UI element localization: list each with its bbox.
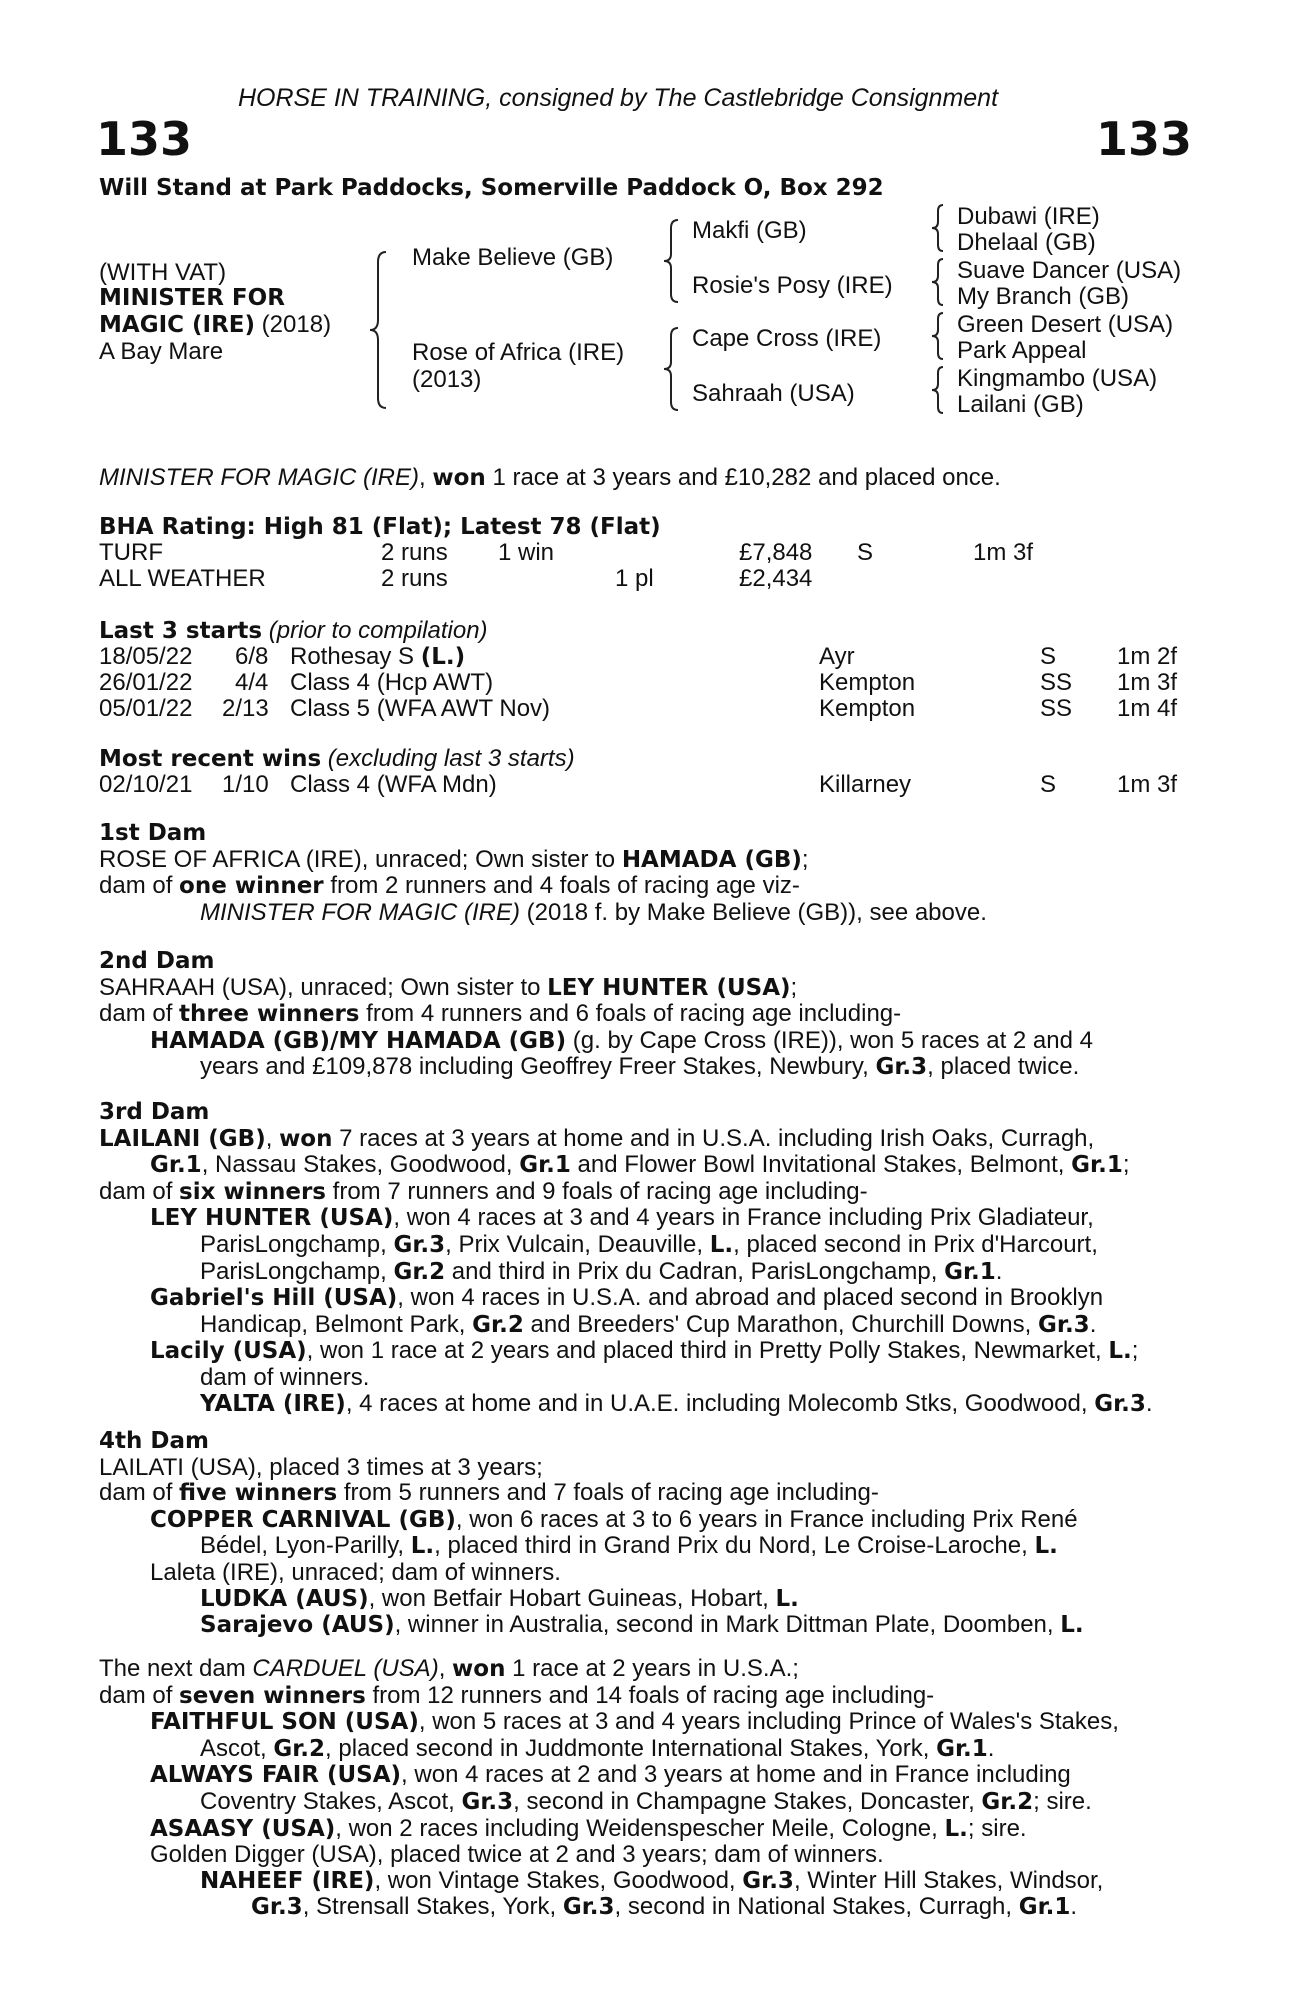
pedigree-brace-main — [368, 250, 392, 410]
sss-name: Dubawi (IRE) — [957, 203, 1100, 230]
page-header-title: HORSE IN TRAINING, consigned by The Castlebridge Consignment — [238, 84, 999, 112]
last-starts-note: (prior to compilation) — [262, 617, 488, 644]
sds-name: Suave Dancer (USA) — [957, 257, 1182, 284]
start-race: Class 5 (WFA AWT Nov) — [290, 695, 551, 722]
next-dam-line: NAHEEF (IRE), won Vintage Stakes, Goodwood, Gr.3, Winter Hill Stakes, Windsor, — [200, 1866, 1104, 1894]
fourth-dam-heading: 4th Dam — [99, 1428, 209, 1454]
fourth-dam-line: COPPER CARNIVAL (GB), won 6 races at 3 to 6 years in France including Prix René — [150, 1505, 1078, 1533]
bha-rating-heading: BHA Rating: High 81 (Flat); Latest 78 (Flat) — [99, 514, 661, 540]
start-distance: 1m 4f — [1117, 695, 1178, 722]
third-dam-section — [99, 1100, 1153, 1417]
start-course: Kempton — [819, 669, 916, 696]
rating-prize: £2,434 — [739, 565, 813, 592]
summary-won: won — [432, 465, 486, 491]
recent-wins-note: (excluding last 3 starts) — [321, 745, 575, 772]
fourth-dam-line: dam of five winners from 5 runners and 7 foals of racing age including- — [99, 1479, 879, 1507]
last-starts-heading: Last 3 starts — [99, 618, 263, 644]
third-dam-line: LEY HUNTER (USA), won 4 races at 3 and 4 years in France including Prix Gladiateur, — [150, 1204, 1094, 1232]
next-dam-line: ALWAYS FAIR (USA), won 4 races at 2 and 3 years at home and in France including — [150, 1761, 1071, 1789]
third-dam-line: ParisLongchamp, Gr.3, Prix Vulcain, Deauville, L., placed second in Prix d'Harcourt, — [200, 1230, 1098, 1258]
horse-name-line2: MAGIC (IRE) — [99, 312, 256, 338]
third-dam-heading: 3rd Dam — [99, 1099, 210, 1125]
lot-number-right: 133 — [1096, 112, 1193, 166]
fourth-dam-line: LUDKA (AUS), won Betfair Hobart Guineas, Hobart, L. — [200, 1584, 799, 1612]
start-course: Ayr — [819, 643, 855, 670]
third-dam-line: ParisLongchamp, Gr.2 and third in Prix du Cadran, ParisLongchamp, Gr.1. — [200, 1257, 1003, 1285]
horse-name-line1: MINISTER FOR — [99, 285, 285, 311]
first-dam-line: MINISTER FOR MAGIC (IRE) (2018 f. by Make Believe (GB)), see above. — [200, 898, 987, 926]
last-starts-heading-row — [99, 617, 488, 645]
next-dam-line: dam of seven winners from 12 runners and 14 foals of racing age including- — [99, 1681, 935, 1709]
win-course: Killarney — [819, 771, 912, 798]
sire-sire-name: Makfi (GB) — [692, 217, 807, 244]
second-dam-section — [99, 949, 1093, 1081]
rating-wins: 1 win — [498, 539, 555, 566]
start-distance: 1m 2f — [1117, 643, 1178, 670]
race-summary: MINISTER FOR MAGIC (IRE), won 1 race at 3 years and £10,282 and placed once. — [99, 464, 1001, 491]
stabling-location: Will Stand at Park Paddocks, Somerville Paddock O, Box 292 — [99, 175, 884, 201]
fourth-dam-line: Sarajevo (AUS), winner in Australia, second in Mark Dittman Plate, Doomben, L. — [200, 1611, 1084, 1639]
pedigree-brace-3a — [930, 203, 946, 253]
rating-distance: 1m 3f — [973, 539, 1034, 566]
next-dam-line: Ascot, Gr.2, placed second in Juddmonte International Stakes, York, Gr.1. — [200, 1734, 995, 1762]
dam-name-line1: Rose of Africa (IRE) — [412, 339, 625, 366]
lot-number-left: 133 — [96, 112, 193, 166]
dam-name-line2: (2013) — [412, 366, 482, 393]
next-dam-line: Coventry Stakes, Ascot, Gr.3, second in Champagne Stakes, Doncaster, Gr.2; sire. — [200, 1787, 1092, 1815]
vat-note: (WITH VAT) — [99, 259, 227, 286]
summary-rest: 1 race at 3 years and £10,282 and placed once. — [485, 464, 1001, 491]
horse-year: (2018) — [255, 311, 332, 338]
rating-surface: ALL WEATHER — [99, 565, 266, 592]
first-dam-line: dam of one winner from 2 runners and 4 foals of racing age viz- — [99, 872, 800, 900]
start-position: 6/8 — [235, 643, 269, 670]
third-dam-line: dam of six winners from 7 runners and 9 foals of racing age including- — [99, 1177, 868, 1205]
dam-dam-name: Sahraah (USA) — [692, 380, 855, 407]
third-dam-line: Gabriel's Hill (USA), won 4 races in U.S.A. and abroad and placed second in Brooklyn — [150, 1284, 1104, 1312]
recent-wins-heading-row — [99, 745, 575, 773]
start-going: SS — [1040, 669, 1073, 696]
summary-horse-name: MINISTER FOR MAGIC (IRE) — [99, 464, 419, 491]
start-race — [290, 643, 465, 671]
rating-surface: TURF — [99, 539, 163, 566]
sire-name: Make Believe (GB) — [412, 244, 614, 271]
ssd-name: Dhelaal (GB) — [957, 229, 1096, 256]
start-date: 05/01/22 — [99, 695, 193, 722]
win-going: S — [1040, 771, 1057, 798]
second-dam-line: dam of three winners from 4 runners and 6 foals of racing age including- — [99, 1000, 902, 1028]
fourth-dam-line: Laleta (IRE), unraced; dam of winners. — [150, 1558, 561, 1586]
start-distance: 1m 3f — [1117, 669, 1178, 696]
third-dam-line: YALTA (IRE), 4 races at home and in U.A.E. including Molecomb Stks, Goodwood, Gr.3. — [200, 1389, 1153, 1417]
sire-dam-name: Rosie's Posy (IRE) — [692, 272, 893, 299]
ddd-name: Lailani (GB) — [957, 391, 1084, 418]
fourth-dam-line: LAILATI (USA), placed 3 times at 3 years; — [99, 1453, 543, 1481]
second-dam-line: years and £109,878 including Geoffrey Freer Stakes, Newbury, Gr.3, placed twice. — [200, 1053, 1080, 1081]
first-dam-line: ROSE OF AFRICA (IRE), unraced; Own sister to HAMADA (GB); — [99, 845, 809, 873]
rating-going: S — [857, 539, 874, 566]
start-race: Class 4 (Hcp AWT) — [290, 669, 494, 696]
horse-name-line2-wrap — [99, 311, 331, 339]
horse-description: A Bay Mare — [99, 338, 224, 365]
next-dam-line: Gr.3, Strensall Stakes, York, Gr.3, second in National Stakes, Curragh, Gr.1. — [251, 1893, 1078, 1921]
third-dam-line: dam of winners. — [200, 1363, 370, 1391]
second-dam-line: HAMADA (GB)/MY HAMADA (GB) (g. by Cape Cross (IRE)), won 5 races at 2 and 4 — [150, 1026, 1093, 1054]
pedigree-brace-sire — [662, 218, 682, 304]
rating-prize: £7,848 — [739, 539, 813, 566]
start-position: 4/4 — [235, 669, 269, 696]
win-race: Class 4 (WFA Mdn) — [290, 771, 497, 798]
first-dam-heading: 1st Dam — [99, 820, 207, 846]
start-going: S — [1040, 643, 1057, 670]
dds-name: Kingmambo (USA) — [957, 365, 1158, 392]
third-dam-line: LAILANI (GB), won 7 races at 3 years at home and in U.S.A. including Irish Oaks, Curragh, — [99, 1124, 1095, 1152]
start-race-grade: (L.) — [420, 644, 466, 670]
sdd-name: My Branch (GB) — [957, 283, 1130, 310]
first-dam-section — [99, 821, 987, 925]
start-date: 26/01/22 — [99, 669, 193, 696]
win-position: 1/10 — [222, 771, 269, 798]
start-date: 18/05/22 — [99, 643, 193, 670]
rating-runs: 2 runs — [381, 539, 448, 566]
pedigree-brace-3b — [930, 257, 946, 307]
win-date: 02/10/21 — [99, 771, 193, 798]
pedigree-brace-dam — [662, 326, 682, 412]
third-dam-line: Handicap, Belmont Park, Gr.2 and Breeders' Cup Marathon, Churchill Downs, Gr.3. — [200, 1310, 1097, 1338]
recent-wins-heading: Most recent wins — [99, 746, 322, 772]
start-position: 2/13 — [222, 695, 269, 722]
rating-placed: 1 pl — [615, 565, 654, 592]
next-dam-line: The next dam CARDUEL (USA), won 1 race at 2 years in U.S.A.; — [99, 1655, 799, 1682]
pedigree-brace-3c — [930, 311, 946, 361]
next-dam-line: ASAASY (USA), won 2 races including Weidenspescher Meile, Cologne, L.; sire. — [150, 1814, 1027, 1842]
fourth-dam-section — [99, 1429, 1084, 1639]
start-course: Kempton — [819, 695, 916, 722]
third-dam-line: Gr.1, Nassau Stakes, Goodwood, Gr.1 and Flower Bowl Invitational Stakes, Belmont, Gr.1; — [150, 1151, 1130, 1179]
third-dam-line: Lacily (USA), won 1 race at 2 years and placed third in Pretty Polly Stakes, Newmarket, L.; — [150, 1337, 1139, 1365]
next-dam-line: FAITHFUL SON (USA), won 5 races at 3 and 4 years including Prince of Wales's Stakes, — [150, 1708, 1119, 1736]
dss-name: Green Desert (USA) — [957, 311, 1174, 338]
next-dam-section — [99, 1656, 1119, 1921]
win-distance: 1m 3f — [1117, 771, 1178, 798]
rating-runs: 2 runs — [381, 565, 448, 592]
dsd-name: Park Appeal — [957, 337, 1087, 364]
start-going: SS — [1040, 695, 1073, 722]
fourth-dam-line: Bédel, Lyon-Parilly, L., placed third in Grand Prix du Nord, Le Croise-Laroche, L. — [200, 1532, 1058, 1560]
next-dam-line: Golden Digger (USA), placed twice at 2 and 3 years; dam of winners. — [150, 1841, 884, 1869]
pedigree-brace-3d — [930, 365, 946, 415]
second-dam-line: SAHRAAH (USA), unraced; Own sister to LEY HUNTER (USA); — [99, 973, 798, 1001]
dam-sire-name: Cape Cross (IRE) — [692, 325, 882, 352]
second-dam-heading: 2nd Dam — [99, 948, 215, 974]
start-race-name: Rothesay S — [290, 643, 421, 670]
